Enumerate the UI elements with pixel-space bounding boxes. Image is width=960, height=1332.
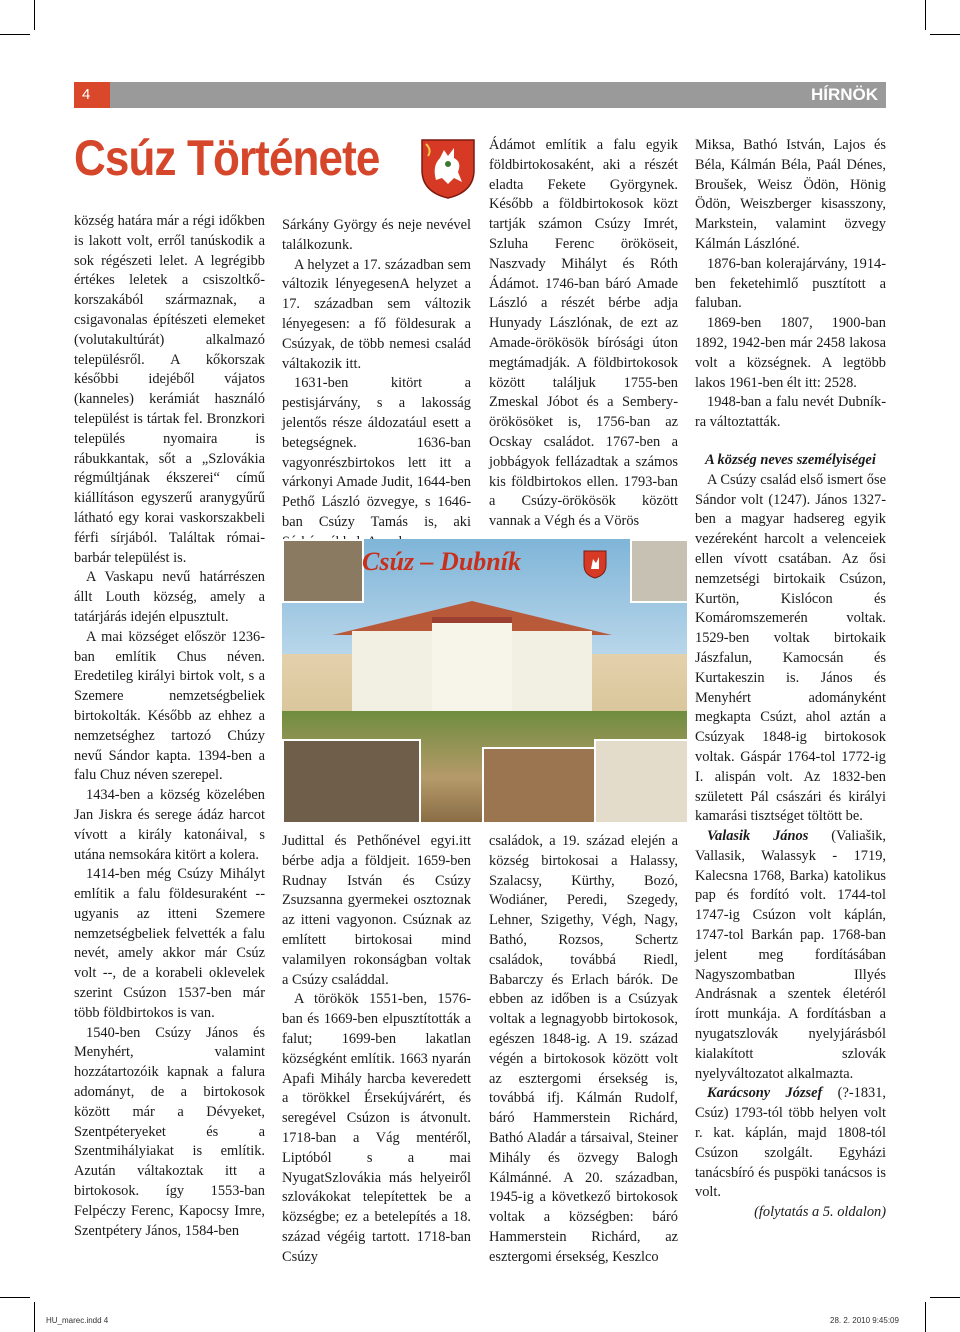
crop-mark	[34, 0, 35, 30]
page-number: 4	[74, 82, 110, 108]
column-2-top	[282, 216, 471, 553]
paragraph: A Csúzy család első ismert őse Sándor volt (1247). János 1327-ben a magyar hadsereg egyik vezéreként harcolt a velenceiek ellen vívott csatában. Az ősi nemzetségi birtokaik Csúzon, Kurtön, Kislócon és Komáromszemerén voltak. 1529-ben voltak birtokaik Jászfalun, Kamocsán és Kurtakeszin is. János és Menyhért adományként megkapta Csúzt, ahol aztán a Csúzyak 1848-ig birtokosok voltak. Gáspár 1764-tol 1772-ig I. alispán volt. Az 1832-ben született Pál császári és királyi kamarási tisztséget töltött be.	[695, 471, 886, 825]
column-2-bottom	[282, 832, 471, 1268]
paragraph: 1414-ben még Csúzy Mihályt említik a falu földesuraként -- ugyanis az itteni Szemere nemzetségbeliek felvették a falu nevét, amely akkor már Csúz volt --, de a korabeli oklevelek szerint Csúzon 1537-ben már több földbirtokos is van.	[74, 866, 265, 1021]
column-3-top	[489, 136, 678, 532]
paragraph: A helyzet a 17. században sem változik lényegesenA helyzet a 17. században sem változik lényegesen: a fő földesurak a Csúzyak, de több nemesi család váltakozik itt.	[282, 256, 471, 372]
crop-mark	[930, 1297, 960, 1298]
crop-mark	[0, 34, 30, 35]
paragraph	[695, 1084, 886, 1203]
paragraph: 1631-ben kitört a pestisjárvány, s a lakosság jelentős része áldozatául esett a betegségnek. 1636-ban vagyonrészbirtokos lett itt a várkonyi Amade Judit, 1644-ben Pethő László özvegye, s 1646-ban Csúzy Tamás is, aki	[282, 375, 471, 530]
crop-mark	[0, 1297, 30, 1298]
continued-note	[695, 1203, 886, 1223]
manor-house-photo	[282, 539, 687, 822]
footer-timestamp: 28. 2. 2010 9:45:09	[830, 1316, 899, 1325]
paragraph: A törökök 1551-ben, 1576-ban és 1669-ben elpusztították a falut; 1699-ben lakatlan községként említik. 1663 nyarán Apafi Mihály harcba keveredett a törökkel Érsekújvárért, és seregével Csúzon is átvonult. 1718-ban a Vág mentéről, Liptóból s a mai NyugatSzlovákia más helyeiről szlovákokat telepítettek be a községbe; ez a betelepítés a 18. század végéig tartott. 1718-ban Csúzy	[282, 991, 471, 1265]
paragraph: 1434-ben a község közelében Jan Jiskra és serege ádáz harcot vívott a király katonáival, s utána nemsokára kitört a kolera.	[74, 787, 265, 863]
header-bar	[74, 82, 886, 108]
photo-inset	[482, 747, 596, 822]
paragraph: 1948-ban a falu nevét Dubník-ra változtatták.	[695, 394, 886, 431]
photo-porch	[432, 617, 512, 717]
paragraph	[695, 827, 886, 1084]
paragraph: község határa már a régi időkben is lakott volt, erről tanúskodik a sok régészeti lelet. A legrégibb értékes leletek a csiszoltkő-korszakából származnak, a csigavonalas építészeti elemeket (volutakultúrát) alkalmazó településről. A kőkorszak későbbi idejéből vájatos (kanneles) kerámiát használó települést is tártak fel. Bronzkori település nyomaira is rábukkantak, sőt a „Szlovákia régmúltjának ékszerei“ című kiállításon egyszerű aranygyűrű látható egy korai vaskorszakbeli férfi sírjából. Találtak római-barbár települést is.	[74, 213, 265, 566]
crop-mark	[925, 0, 926, 30]
paragraph: A mai községet először 1236-ban említik Chus néven. Eredetileg királyi birtok volt, s a Szemere nemzetségbeliek birtokolták. Később az ehhez a nemzetséghez tartozó Chúzy nevű Sándor kapta. 1394-ben a falu Chuz néven szerepel.	[74, 628, 265, 784]
masthead: HÍRNÖK	[810, 85, 878, 104]
paragraph: 1869-ben 1807, 1900-ban 1892, 1942-ben már 2458 lakosa volt a községnek. A legtöbb lakos 1961-ben élt itt: 2528.	[695, 315, 886, 391]
column-1	[74, 212, 265, 1241]
photo-inset	[630, 539, 687, 603]
person-name: Karácsony József	[707, 1085, 823, 1102]
photo-caption: Csúz – Dubník	[362, 547, 521, 576]
article-title: Csúz Története	[74, 130, 380, 186]
person-text: (?-1831, Csúz) 1793-tól több helyen volt r. kat. káplán, majd 1808-tól Csúzon szolgált. Egyházi tanácsbíró és puspöki tanácsos is volt.	[695, 1085, 887, 1201]
section-heading: A község neves személyiségei	[705, 451, 876, 468]
paragraph: 1540-ben Csúzy János és Menyhért, valamint hozzátartozóik kapnak a falura adományt, de a birtokosok között már a Dévyeket, Szentpéteryeket és a Szentmihályiakat is említik. Azután váltakoztak itt a birtokosok. így 1553-ban Felpéczy Ferenc, Kapocsy Imre, Szentpétery János, 1584-ben	[74, 1024, 265, 1239]
paragraph: Ádámot említik a falu egyik földbirtokosaként, aki a részét eladta Fekete Györgynek. Később a földbirtokosok közt tartják számon Csúzy Imrét, Szluha Ferenc örököseit, Naszvady Mihályt és Róth Ádámot. 1746-ban báró Amade László a részét bérbe adja Hunyady Lászlónak, de ezt az Amade-örökösök bírósági úton megtámadják. A földbirtokosok között találjuk 1755-ben Zmeskal Jóbot és a Sembery-örökösöket is, 1756-ban az Ocskay családot. 1767-ben a jobbágyok fellázadtak a számos kis földbirtokos ellen. 1793-ban a Csúzy-örökösök között vannak a Végh és a Vörös	[489, 137, 678, 530]
paragraph: Sárkány György és neje nevével találkozunk.	[282, 217, 471, 253]
person-name: Valasik János	[707, 828, 809, 845]
person-text: (Valiašik, Vallasik, Walassyk - 1719, Kalecsna 1768, Barka) katolikus pap és fordító volt. 1744-tol 1747-ig Csúzon volt káplán, 1747-tol Barkán pap. 1768-ban jelent meg fordításában Nagyszombatban Illyés Andrásnak a szentek életéról írott munkája. A fordításban a nyugatszlovák nyelyjárásból kialakított szlovák nyelyváltozatot alkalmazta.	[695, 828, 886, 1082]
column-3-bottom	[489, 832, 678, 1268]
photo-crest-icon	[582, 549, 608, 579]
paragraph: 1876-ban kolerajárvány, 1914-ben feketehimlő pusztított a faluban.	[695, 255, 886, 312]
crop-mark	[925, 1302, 926, 1332]
coat-of-arms-icon	[418, 136, 478, 200]
photo-inset	[282, 739, 421, 822]
crop-mark	[34, 1302, 35, 1332]
paragraph: A Vaskapu nevű határrészen állt Louth község, amely a tatárjárás idején elpusztult.	[74, 569, 265, 625]
photo-inset	[282, 539, 364, 603]
paragraph: Judittal és Pethőnével egyi.itt bérbe adja a földjeit. 1659-ben Rudnay István és Csúzy Zsuzsanna gyermekei osztoznak az itteni vagyonon. Csúznak az említett birtokosai mind valamilyen rokonságban voltak a Csúzy családdal.	[282, 833, 471, 988]
crop-mark	[930, 34, 960, 35]
photo-inset	[594, 739, 687, 822]
paragraph: családok, a 19. század elején a község birtokosai a Halassy, Szalacsy, Kürthy, Bozó, Wodiáner, Peredi, Szegedy, Lehner, Szigethy, Végh, Nagy, Bathó, Rozsos, Schertz családok, továbbá Riedl, Babarczy és Erlach bárók. De ebben az időben is a Csúzyak voltak a legnagyobb birtokosok, egészen 1848-ig. A 19. század végén a birtokosok között volt az esztergomi érsekség is, továbbá ifj. Kálmán Rudolf, báró Hammerstein Richárd, Bathó Aladár a társaival, Steiner Mihály és özvegy Balogh Kálmánné. A 20. században, 1945-ig a következő birtokosok voltak a községben: báró Hammerstein Richárd, az esztergomi érsekség, Keszlco	[489, 833, 678, 1265]
column-4	[695, 136, 886, 1223]
footer-file: HU_marec.indd 4	[46, 1316, 109, 1325]
continued-text: (folytatás a 5. oldalon)	[754, 1204, 886, 1221]
paragraph: Miksa, Bathó István, Lajos és Béla, Kálmán Béla, Paál Dénes, Broušek, Weisz Ödön, Hönig Ödön, Weiszberger kisasszony, Markstein, valamint özvegy Kálmán Lászlóné.	[695, 137, 886, 252]
